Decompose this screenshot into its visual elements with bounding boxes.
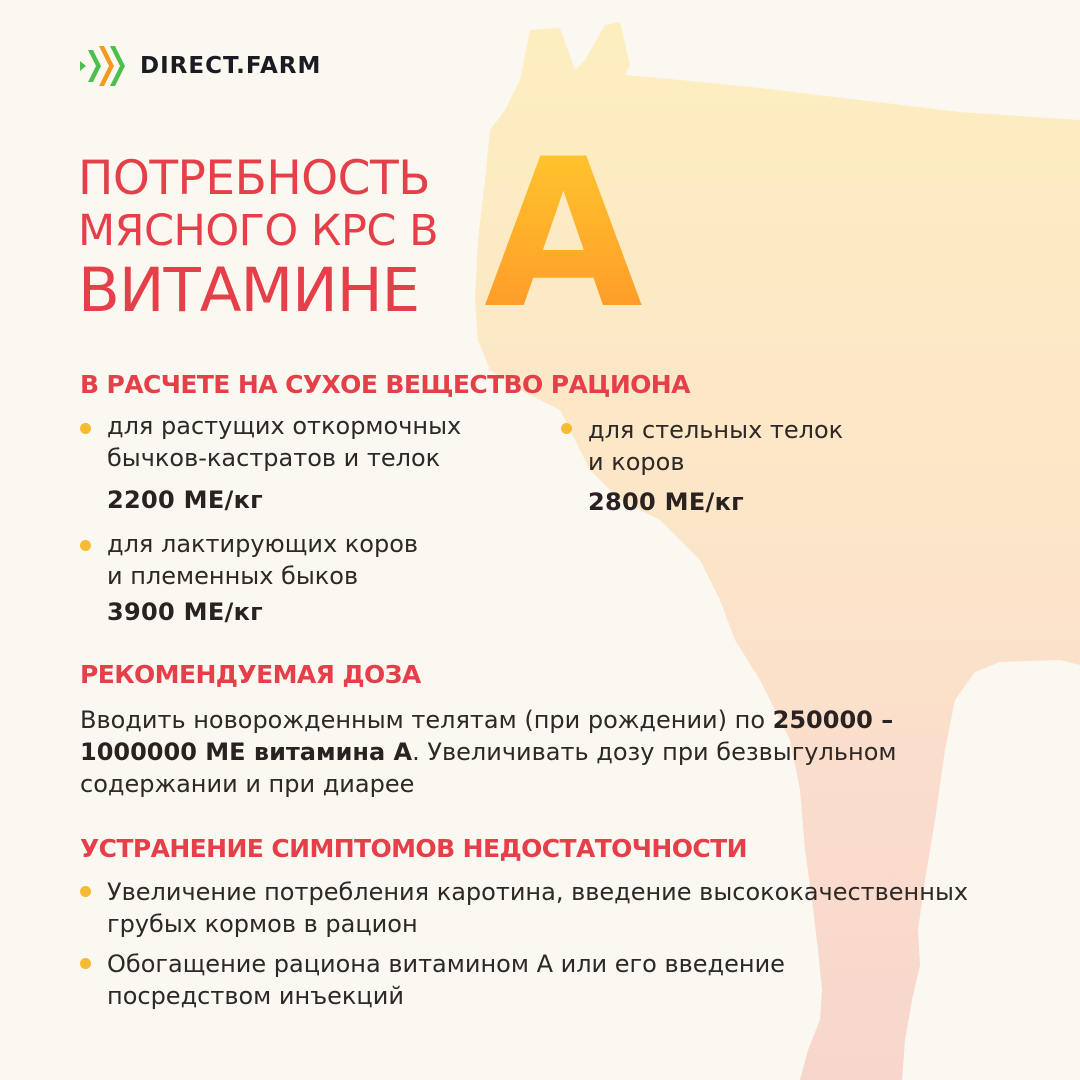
title-line-1: ПОТРЕБНОСТЬ [78, 151, 430, 206]
bullet-dot-icon [561, 423, 572, 434]
chevron-arrows-icon [80, 44, 128, 88]
brand-name: DIRECT.FARM [140, 53, 322, 79]
dose-text-part: содержании и при диарее [80, 770, 415, 798]
page-title [78, 152, 438, 326]
title-line-2: МЯСНОГО КРС В [78, 206, 439, 256]
bullet-dot-icon [80, 886, 91, 897]
section-heading-dose: РЕКОМЕНДУЕМАЯ ДОЗА [80, 660, 421, 689]
dose-text-part: . Увеличивать дозу при безвыгульном [412, 738, 897, 766]
list-item [107, 410, 461, 514]
list-item [107, 876, 968, 940]
item-text: бычков-кастратов и телок [107, 444, 441, 472]
section-heading-symptoms: УСТРАНЕНИЕ СИМПТОМОВ НЕДОСТАТОЧНОСТИ [80, 834, 747, 863]
list-item [107, 948, 785, 1012]
dose-text-part: Вводить новорожденным телятам (при рождении) по [80, 706, 773, 734]
vitamin-letter: A [484, 116, 643, 354]
item-text: грубых кормов в рацион [107, 910, 418, 938]
brand-logo[interactable] [80, 44, 321, 88]
item-text: посредством инъекций [107, 982, 404, 1010]
item-value: 2200 МЕ/кг [107, 486, 264, 514]
item-text: и племенных быков [107, 562, 359, 590]
item-text: Обогащение рациона витамином А или его введение [107, 950, 785, 978]
bullet-dot-icon [80, 540, 91, 551]
bullet-dot-icon [80, 423, 91, 434]
list-item [107, 528, 418, 626]
dose-range-start: 250000 – [772, 706, 894, 734]
list-item [588, 414, 843, 516]
dose-text [80, 704, 1000, 800]
item-text: для стельных телок [588, 416, 844, 444]
item-text: для растущих откормочных [107, 412, 462, 440]
title-line-3: ВИТАМИНЕ [78, 255, 420, 326]
item-value: 3900 МЕ/кг [107, 598, 264, 626]
section-heading-dry-matter: В РАСЧЕТЕ НА СУХОЕ ВЕЩЕСТВО РАЦИОНА [80, 370, 690, 399]
item-text: и коров [588, 448, 685, 476]
item-value: 2800 МЕ/кг [588, 488, 745, 516]
bullet-dot-icon [80, 958, 91, 969]
item-text: для лактирующих коров [107, 530, 419, 558]
item-text: Увеличение потребления каротина, введение высококачественных [107, 878, 969, 906]
dose-range-end: 1000000 МЕ витамина А [80, 738, 413, 766]
